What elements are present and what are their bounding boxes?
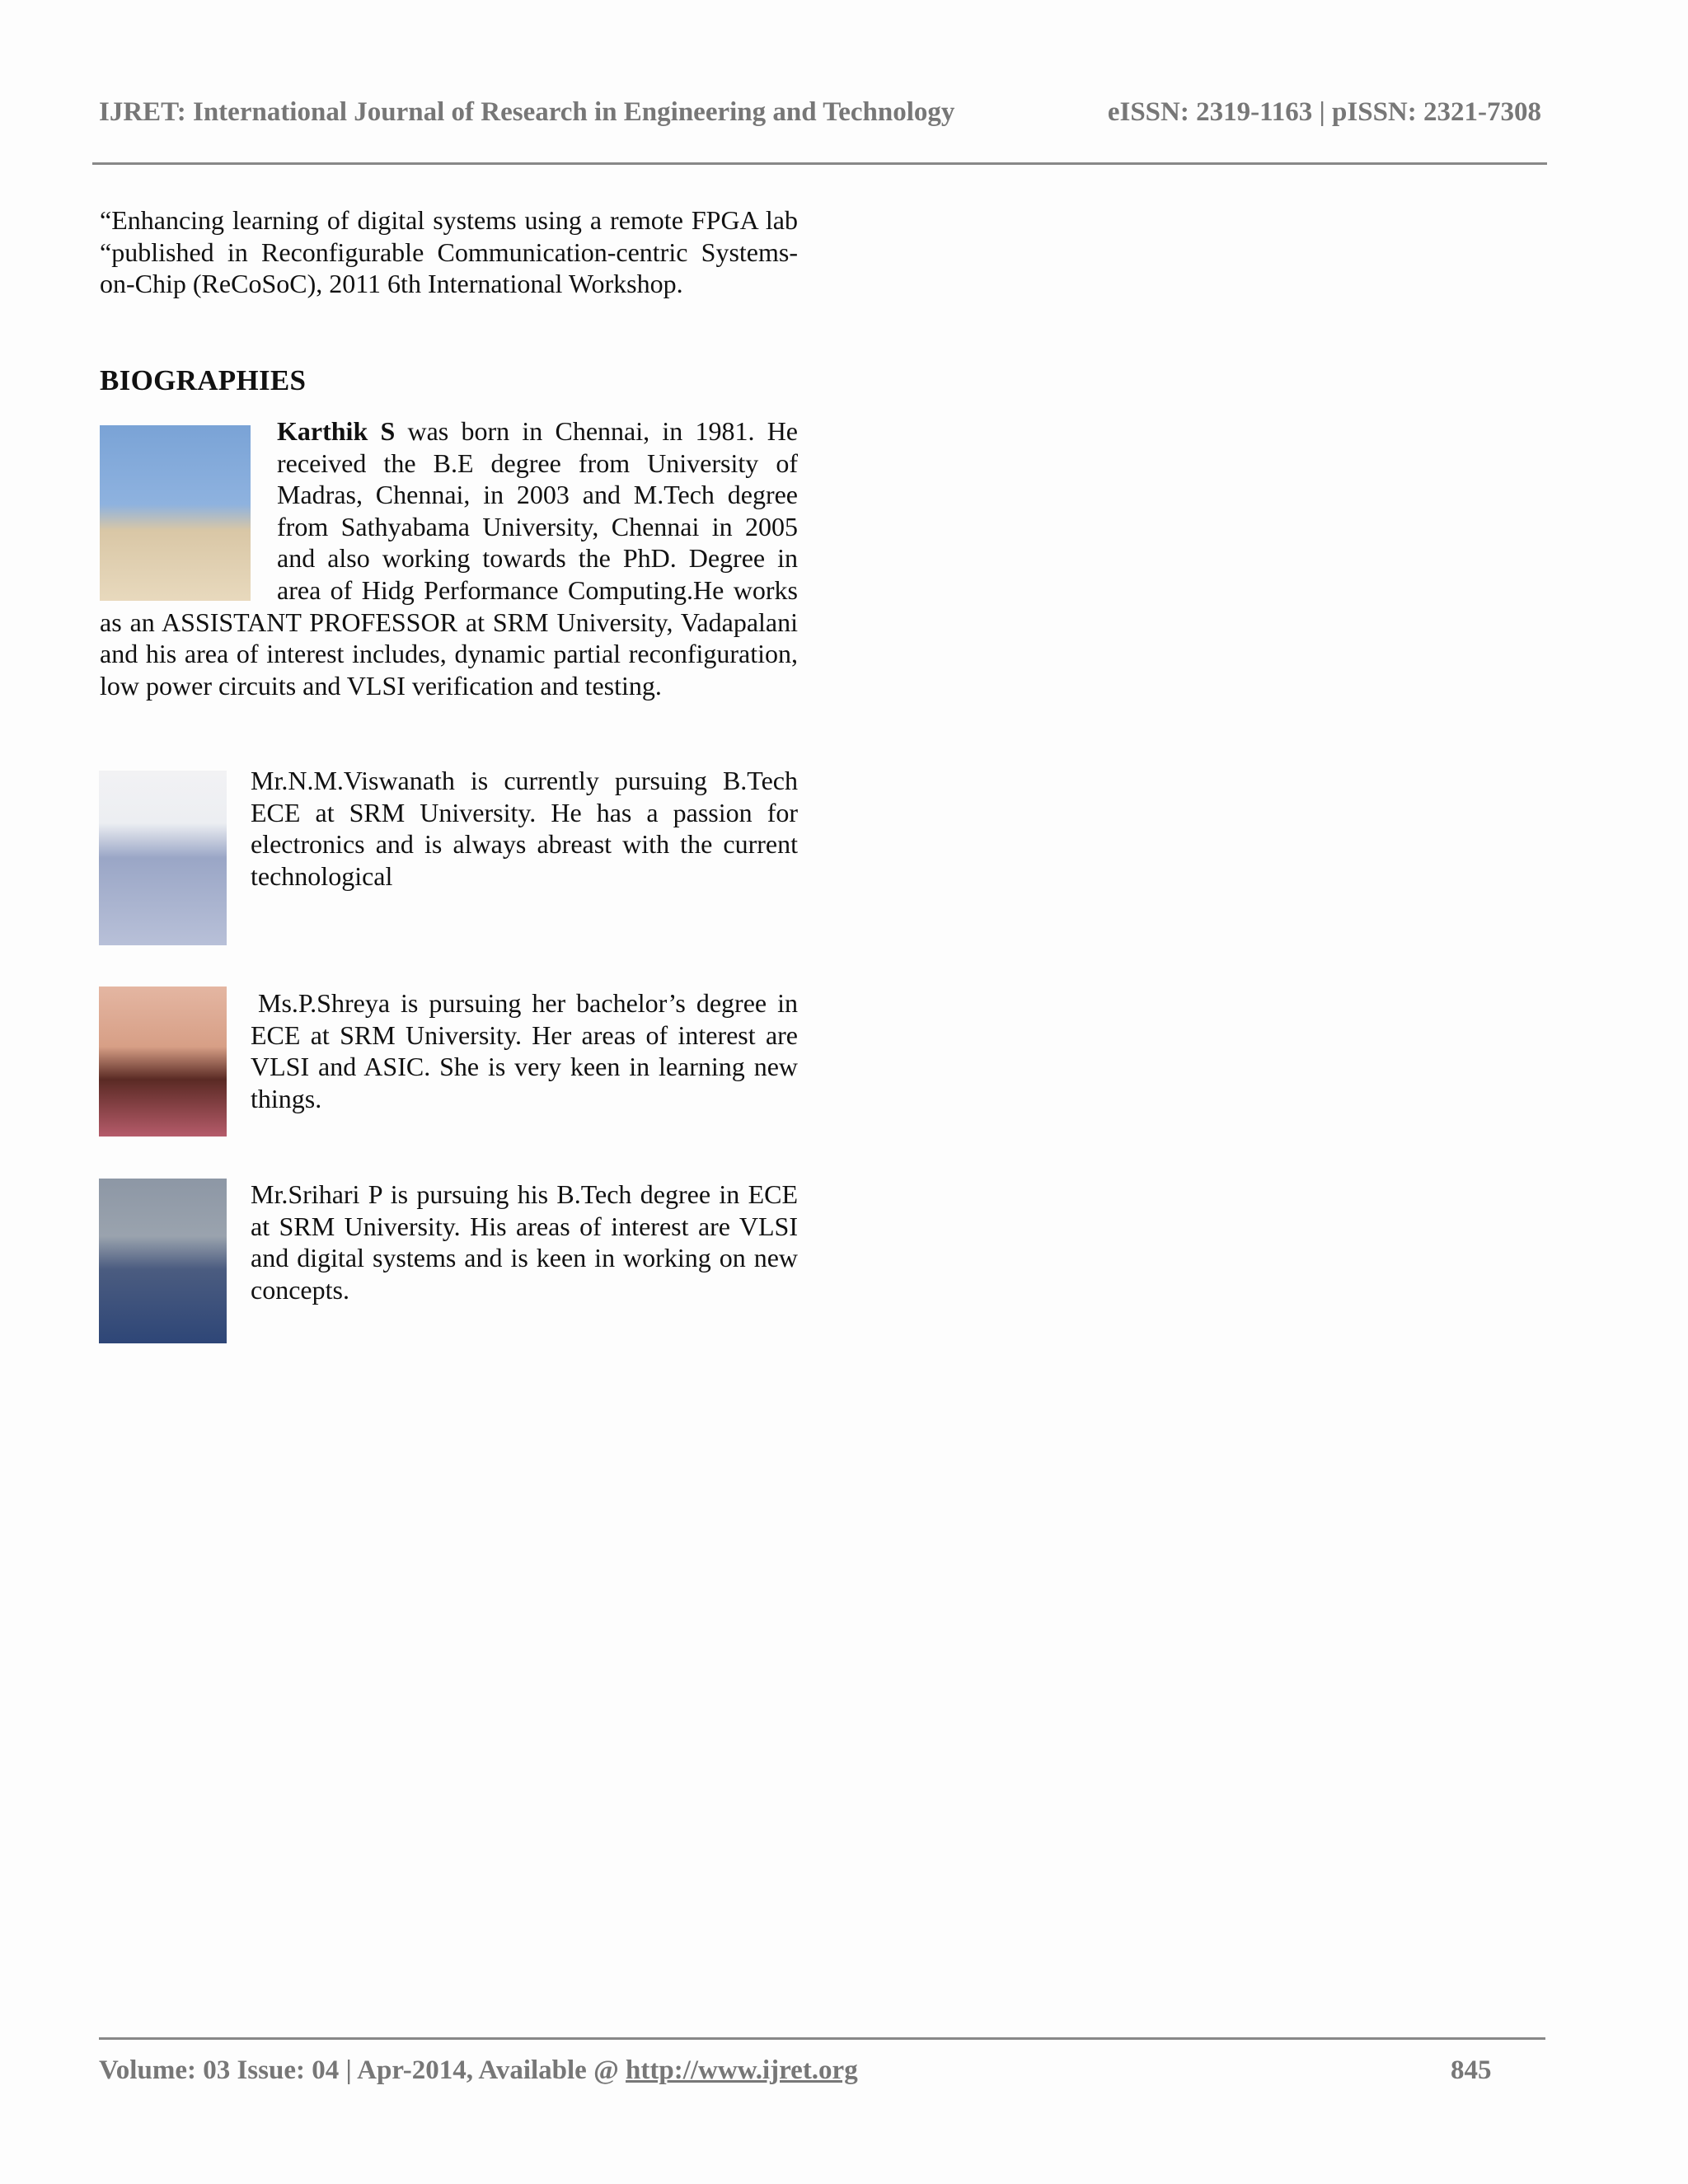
bio-srihari: Mr.Srihari P is pursuing his B.Tech degree in ECE at SRM University. His areas of interest are VLSI and digital systems and is keen in working on new concepts. <box>251 1179 798 1305</box>
journal-link[interactable]: http://www.ijret.org <box>626 2055 858 2085</box>
bio-karthik <box>100 415 798 701</box>
section-title: BIOGRAPHIES <box>100 364 307 396</box>
reference-entry: “Enhancing learning of digital systems using a remote FPGA lab “published in Reconfigurable Communication-centric Systems-on-Chip (ReCoSoC), 2011 6th International Workshop. <box>100 205 798 299</box>
author-photo-srihari <box>99 1179 227 1343</box>
page-number: 845 <box>1451 2055 1492 2085</box>
issn-info: eISSN: 2319-1163 | pISSN: 2321-7308 <box>1107 97 1541 127</box>
bio-name: Karthik S <box>277 416 396 446</box>
journal-title: IJRET: International Journal of Research in Engineering and Technology <box>99 97 955 127</box>
footer-rule <box>99 2037 1545 2040</box>
author-photo-karthik <box>100 425 251 601</box>
volume-info: Volume: 03 Issue: 04 | Apr-2014, Available @ <box>99 2055 626 2085</box>
bio-viswanath: Mr.N.M.Viswanath is currently pursuing B.Tech ECE at SRM University. He has a passion for electronics and is always abreast with the current technological <box>251 766 798 891</box>
header-rule <box>92 162 1547 165</box>
bio-shreya: Ms.P.Shreya is pursuing her bachelor’s degree in ECE at SRM University. Her areas of interest are VLSI and ASIC. She is very keen in learning new things. <box>251 988 798 1113</box>
bio-text: was born in Chennai, in 1981. He received the B.E degree from University of Madras, Chennai, in 2003 and M.Tech degree from Sathyabama University, Chennai in 2005 and also working towards the PhD. Degree in area of Hidg Performance Computing.He works as an ASSISTANT PROFESSOR at SRM University, Vadapalani and his area of interest includes, dynamic partial reconfiguration, low power circuits and VLSI verification and testing. <box>100 416 799 701</box>
author-photo-shreya <box>99 987 227 1137</box>
author-photo-viswanath <box>99 771 227 945</box>
running-footer <box>99 2055 1500 2086</box>
